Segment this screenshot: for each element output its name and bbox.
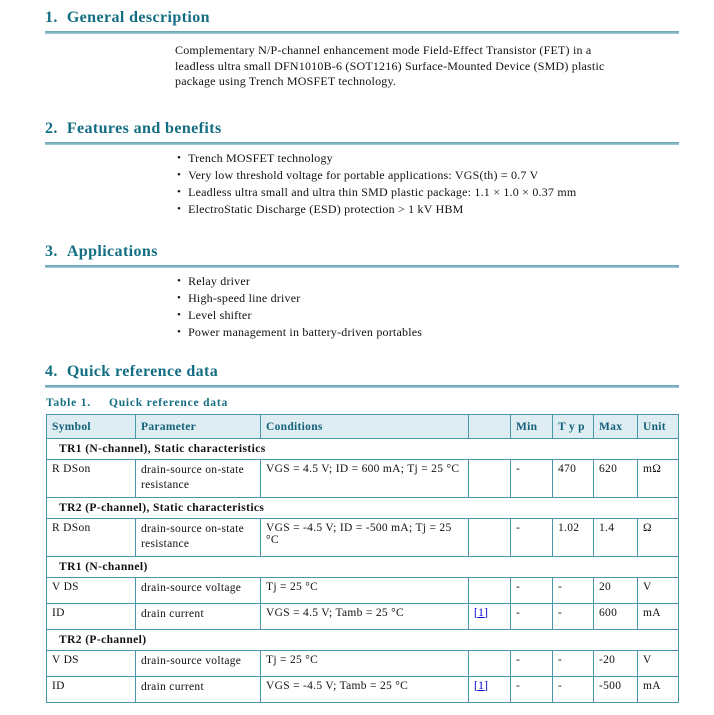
column-header-ref xyxy=(469,414,511,438)
list-item xyxy=(177,185,714,199)
cell-typ: 470 xyxy=(553,459,594,497)
paragraph-line: leadless ultra small DFN1010B-6 (SOT1216) Surface-Mounted Device (SMD) plastic xyxy=(175,58,605,73)
cell-symbol: R DSon xyxy=(47,518,136,556)
cell-ref xyxy=(469,676,511,702)
cell-parameter: drain current xyxy=(136,603,261,629)
cell-min: - xyxy=(511,676,553,702)
cell-symbol: ID xyxy=(47,603,136,629)
cell-ref xyxy=(469,518,511,556)
cell-max: 600 xyxy=(594,603,638,629)
table-caption xyxy=(46,397,714,409)
table-row xyxy=(47,676,679,702)
cell-min: - xyxy=(511,518,553,556)
table-row xyxy=(47,518,679,556)
group-title: TR1 (N-channel) xyxy=(47,556,679,577)
cell-symbol: R DSon xyxy=(47,459,136,497)
list-item xyxy=(177,151,714,165)
cell-symbol: ID xyxy=(47,676,136,702)
cell-conditions: VGS = 4.5 V; Tamb = 25 °C xyxy=(261,603,469,629)
section-number: 4. xyxy=(45,362,58,380)
list-item-text: ElectroStatic Discharge (ESD) protection > 1 kV HBM xyxy=(188,201,464,216)
bullet-icon: • xyxy=(177,202,182,215)
cell-unit: mA xyxy=(638,676,679,702)
cell-parameter: drain-source voltage xyxy=(136,650,261,676)
bullet-icon: • xyxy=(177,308,182,321)
bullet-icon: • xyxy=(177,325,182,338)
section-title: General description xyxy=(66,9,210,26)
list-item xyxy=(177,202,714,216)
paragraph-line: Complementary N/P-channel enhancement mode Field-Effect Transistor (FET) in a xyxy=(175,43,592,57)
list-item-text: Level shifter xyxy=(188,307,252,322)
heading-rule xyxy=(45,265,679,268)
table-caption-label: Table 1. xyxy=(46,396,91,409)
cell-typ: - xyxy=(553,603,594,629)
column-header-conditions: Conditions xyxy=(261,414,469,438)
cell-parameter: drain current xyxy=(136,676,261,702)
cell-conditions: VGS = -4.5 V; ID = -500 mA; Tj = 25 °C xyxy=(261,518,469,556)
cell-unit: mΩ xyxy=(638,459,679,497)
cell-max: 1.4 xyxy=(594,518,638,556)
cell-ref xyxy=(469,650,511,676)
column-header-min: Min xyxy=(511,414,553,438)
cell-parameter: drain-source on-state resistance xyxy=(136,459,261,497)
cell-unit: Ω xyxy=(638,518,679,556)
table-group-row xyxy=(47,556,679,577)
list-item-text: Power management in battery-driven portables xyxy=(188,324,423,339)
section-title: Features and benefits xyxy=(66,119,222,137)
column-header-unit: Unit xyxy=(638,414,679,438)
column-header-max: Max xyxy=(594,414,638,438)
section-heading-quick-reference xyxy=(45,363,680,380)
paragraph-line: package using Trench MOSFET technology. xyxy=(175,74,397,88)
list-item xyxy=(177,308,714,322)
cell-unit: mA xyxy=(638,603,679,629)
cell-typ: - xyxy=(553,676,594,702)
bullet-icon: • xyxy=(177,274,182,287)
cell-conditions: VGS = 4.5 V; ID = 600 mA; Tj = 25 °C xyxy=(261,459,469,497)
list-item xyxy=(177,291,714,305)
cell-unit: V xyxy=(638,577,679,603)
list-item-text: Leadless ultra small and ultra thin SMD plastic package: 1.1 × 1.0 × 0.37 mm xyxy=(188,184,577,199)
cell-typ: 1.02 xyxy=(553,518,594,556)
cell-min: - xyxy=(511,650,553,676)
table-group-row xyxy=(47,497,679,518)
list-item xyxy=(177,274,714,288)
footnote-link[interactable]: [1] xyxy=(474,679,489,692)
list-item xyxy=(177,325,714,339)
column-header-parameter: Parameter xyxy=(136,414,261,438)
table-group-row xyxy=(47,438,679,459)
section-number: 2. xyxy=(45,119,58,137)
bullet-icon: • xyxy=(177,168,182,181)
heading-rule xyxy=(45,142,679,145)
column-header-symbol: Symbol xyxy=(47,414,136,438)
cell-symbol: V DS xyxy=(47,577,136,603)
cell-symbol: V DS xyxy=(47,650,136,676)
cell-conditions: Tj = 25 °C xyxy=(261,650,469,676)
heading-rule xyxy=(45,31,679,34)
cell-max: 620 xyxy=(594,459,638,497)
column-header-typ: T y p xyxy=(553,414,594,438)
cell-conditions: Tj = 25 °C xyxy=(261,577,469,603)
cell-max: -500 xyxy=(594,676,638,702)
table-row xyxy=(47,650,679,676)
section-heading-applications xyxy=(45,243,680,260)
list-item xyxy=(177,168,714,182)
table-header-row xyxy=(47,414,679,438)
quick-reference-table xyxy=(46,414,679,703)
cell-max: -20 xyxy=(594,650,638,676)
cell-min: - xyxy=(511,459,553,497)
section-heading-features xyxy=(45,120,680,137)
table-row xyxy=(47,577,679,603)
general-description-paragraph xyxy=(175,43,714,90)
list-item-text: Very low threshold voltage for portable applications: VGS(th) = 0.7 V xyxy=(188,167,539,182)
cell-typ: - xyxy=(553,650,594,676)
heading-rule xyxy=(45,385,679,388)
table-row xyxy=(47,603,679,629)
features-list xyxy=(177,151,714,216)
section-title: Applications xyxy=(66,242,158,260)
bullet-icon: • xyxy=(177,185,182,198)
footnote-link[interactable]: [1] xyxy=(474,606,489,619)
list-item-text: Relay driver xyxy=(188,273,251,288)
group-title: TR2 (P-channel) xyxy=(47,629,679,650)
applications-list xyxy=(177,274,714,339)
cell-unit: V xyxy=(638,650,679,676)
bullet-icon: • xyxy=(177,151,182,164)
table-caption-title: Quick reference data xyxy=(108,396,229,409)
section-number: 3. xyxy=(45,242,58,260)
list-item-text: Trench MOSFET technology xyxy=(188,150,333,165)
group-title: TR1 (N-channel), Static characteristics xyxy=(47,438,679,459)
section-number: 1. xyxy=(45,9,58,26)
bullet-icon: • xyxy=(177,291,182,304)
list-item-text: High-speed line driver xyxy=(188,290,301,305)
cell-parameter: drain-source on-state resistance xyxy=(136,518,261,556)
cell-parameter: drain-source voltage xyxy=(136,577,261,603)
cell-ref xyxy=(469,459,511,497)
table-group-row xyxy=(47,629,679,650)
group-title: TR2 (P-channel), Static characteristics xyxy=(47,497,679,518)
cell-conditions: VGS = -4.5 V; Tamb = 25 °C xyxy=(261,676,469,702)
section-heading-general-description xyxy=(45,9,680,26)
cell-typ: - xyxy=(553,577,594,603)
cell-min: - xyxy=(511,603,553,629)
cell-ref xyxy=(469,603,511,629)
table-row xyxy=(47,459,679,497)
cell-ref xyxy=(469,577,511,603)
cell-max: 20 xyxy=(594,577,638,603)
cell-min: - xyxy=(511,577,553,603)
section-title: Quick reference data xyxy=(66,362,219,380)
